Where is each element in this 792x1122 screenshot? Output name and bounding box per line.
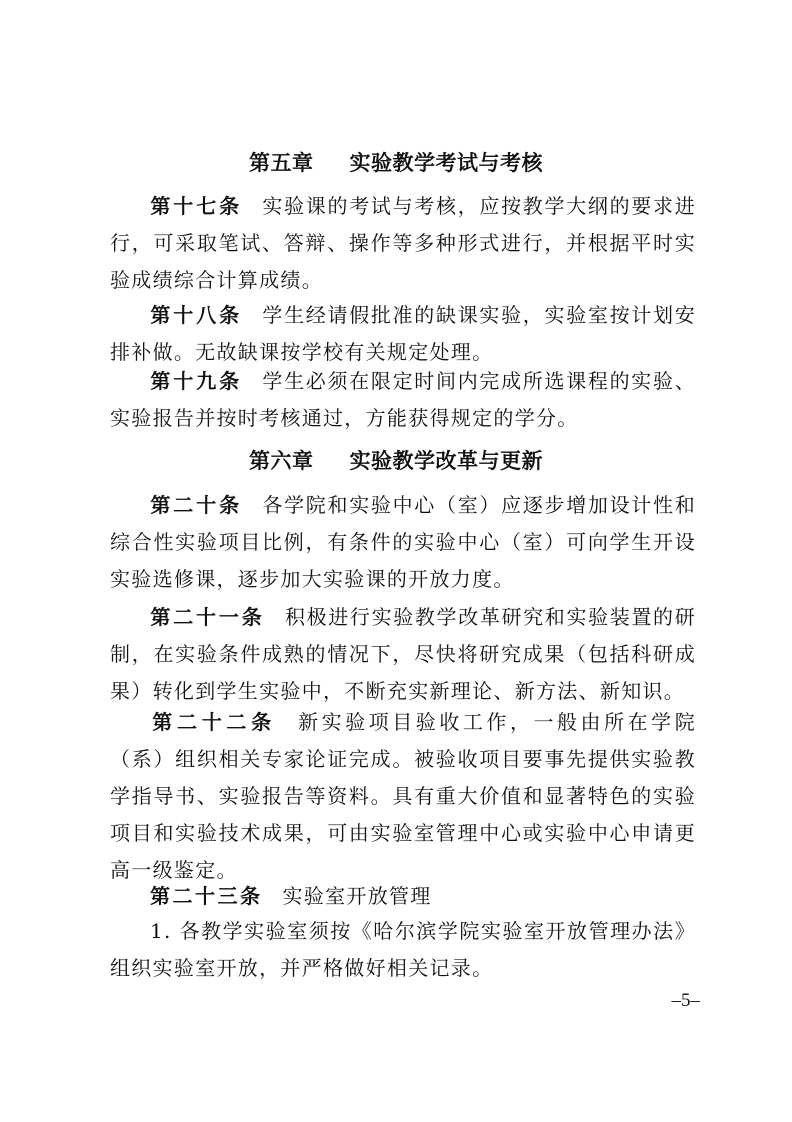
- chapter-6-heading: [0, 445, 792, 475]
- chapter-6-number: 第六章: [249, 449, 314, 473]
- article-17-label: 第十七条: [150, 194, 242, 218]
- article-17-text: 实验课的考试与考核，应按教学大纲的要求进行，可采取笔试、答辩、操作等多种形式进行，并根据平时实验成绩综合计算成绩。: [110, 194, 696, 292]
- article-20-label: 第二十条: [150, 493, 242, 517]
- article-18-label: 第十八条: [150, 303, 242, 327]
- chapter-5-number: 第五章: [249, 151, 314, 175]
- article-22-text: 新实验项目验收工作，一般由所在学院（系）组织相关专家论证完成。被验收项目要事先提供实验教学指导书、实验报告等资料。具有重大价值和显著特色的实验项目和实验技术成果，可由实验室管理中心或实验中心申请更高一级鉴定。: [110, 710, 696, 882]
- chapter-6-title: 实验教学改革与更新: [349, 449, 543, 473]
- article-22-label: 第二十二条: [150, 710, 276, 734]
- article-21: [110, 599, 696, 710]
- article-17: [110, 188, 696, 299]
- article-19-label: 第十九条: [150, 369, 242, 393]
- article-20: [110, 487, 696, 598]
- article-18-text: 学生经请假批准的缺课实验，实验室按计划安排补做。无故缺课按学校有关规定处理。: [110, 303, 696, 364]
- article-23-label: 第二十三条: [150, 884, 263, 908]
- chapter-5-heading: [0, 147, 792, 177]
- article-21-text: 积极进行实验教学改革研究和实验装置的研制，在实验条件成熟的情况下，尽快将研究成果（包括科研成果）转化到学生实验中，不断充实新理论、新方法、新知识。: [110, 605, 697, 703]
- item-1-text: 1. 各教学实验室须按《哈尔滨学院实验室开放管理办法》组织实验室开放，并严格做好相关记录。: [110, 919, 696, 980]
- article-22: [110, 704, 696, 889]
- article-23-text: 实验室开放管理: [282, 884, 432, 908]
- article-19-text: 学生必须在限定时间内完成所选课程的实验、实验报告并按时考核通过，方能获得规定的学分。: [110, 369, 696, 430]
- article-23-item-1: [110, 913, 696, 987]
- article-19: [110, 363, 696, 437]
- page-number: –5–: [671, 990, 700, 1011]
- article-20-text: 各学院和实验中心（室）应逐步增加设计性和综合性实验项目比例，有条件的实验中心（室）可向学生开设实验选修课，逐步加大实验课的开放力度。: [110, 493, 696, 591]
- article-21-label: 第二十一条: [150, 605, 265, 629]
- article-23: [110, 878, 696, 915]
- chapter-5-title: 实验教学考试与考核: [349, 151, 543, 175]
- article-18: [110, 297, 696, 371]
